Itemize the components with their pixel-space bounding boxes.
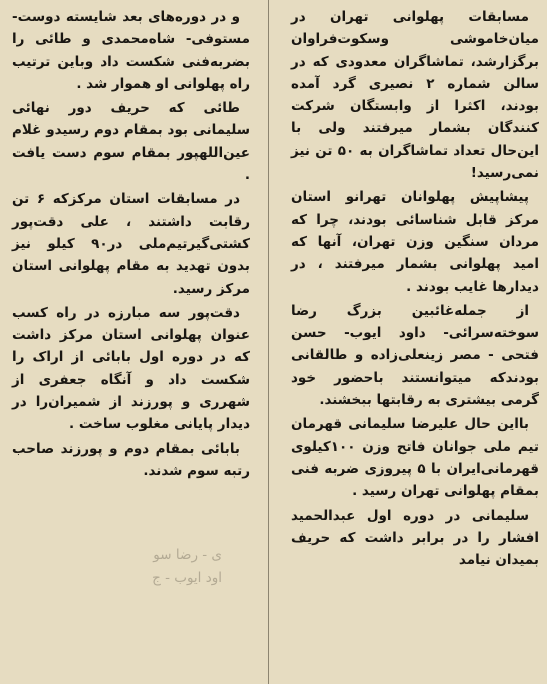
article-paragraph: بااین حال علیرضا سلیمانی قهرمان تیم ملی جوانان فاتح وزن ۱۰۰کیلوی قهرمانی‌ایران با ۵ پیروزی ضربه فنی بمقام پهلوانی تهران رسید . (291, 416, 539, 500)
faded-line: اود ایوب - ج (152, 569, 222, 586)
article-paragraph: بابائی بمقام دوم و پورزند صاحب رتبه سوم شدند. (12, 440, 250, 479)
article-paragraph: پیشاپیش پهلوانان تهرانو استان مرکز قابل شناسائی بودند، چرا که مردان سنگین وزن تهران، آنها که امید پهلوانی بشمار میرفتند ، در دیدارها غایب بودند . (291, 189, 539, 295)
article-paragraph: دقت‌پور سه مبارزه در راه کسب عنوان پهلوانی استان مرکز داشت که در دوره اول بابائی از اراک را شکست داد و آنگاه جعفری از شهرری و پورزند از شمیران‌را در دیدار پایانی مغلوب ساخت . (12, 304, 250, 433)
article-paragraph: طائی که حریف دور نهائی سلیمانی بود بمقام دوم رسیدو غلام عین‌اللهپور بمقام سوم دست یافت . (12, 100, 250, 184)
faded-line: ی - رضا سو (153, 547, 222, 564)
bleed-through-text (12, 544, 250, 589)
right-column (291, 6, 539, 684)
article-paragraph: سلیمانی در دوره اول عبدالحمید افشار را در برابر داشت که حریف بمیدان نیامد (291, 507, 539, 569)
article-paragraph: در مسابقات استان مرکزکه ۶ تن رقابت داشتند ، علی دقت‌پور کشتی‌گیرتیم‌ملی در۹۰ کیلو نیز بدون تهدید به مقام پهلوانی استان مرکز رسید. (12, 191, 250, 297)
column-divider (268, 0, 269, 684)
left-column (12, 6, 250, 684)
article-paragraph: و در دوره‌های بعد شایسته دوست- مستوفی- شاه‌محمدی و طائی را بضربه‌فنی شکست داد وباین ترتیب راه پهلوانی او هموار شد . (12, 9, 250, 92)
article-paragraph: مسابقات پهلوانی تهران در میان‌خاموشی وسکوت‌فراوان برگزارشد، تماشاگران معدودی که در سالن شماره ۲ نصیری گرد آمده بودند، اکثرا از وابستگان شرکت کنندگان بشمار میرفتند ولی با این‌حال تعداد تماشاگران به ۵۰ تن نیز نمی‌رسید! (291, 9, 539, 182)
article-paragraph: از جمله‌غائبین بزرگ رضا سوخته‌سرائی- داود ایوب- حسن فتحی - مصر زینعلی‌زاده و طالقانی بودندکه میتوانستند باحضور خود گرمی بیشتری به رقابتها ببخشند. (291, 302, 539, 409)
